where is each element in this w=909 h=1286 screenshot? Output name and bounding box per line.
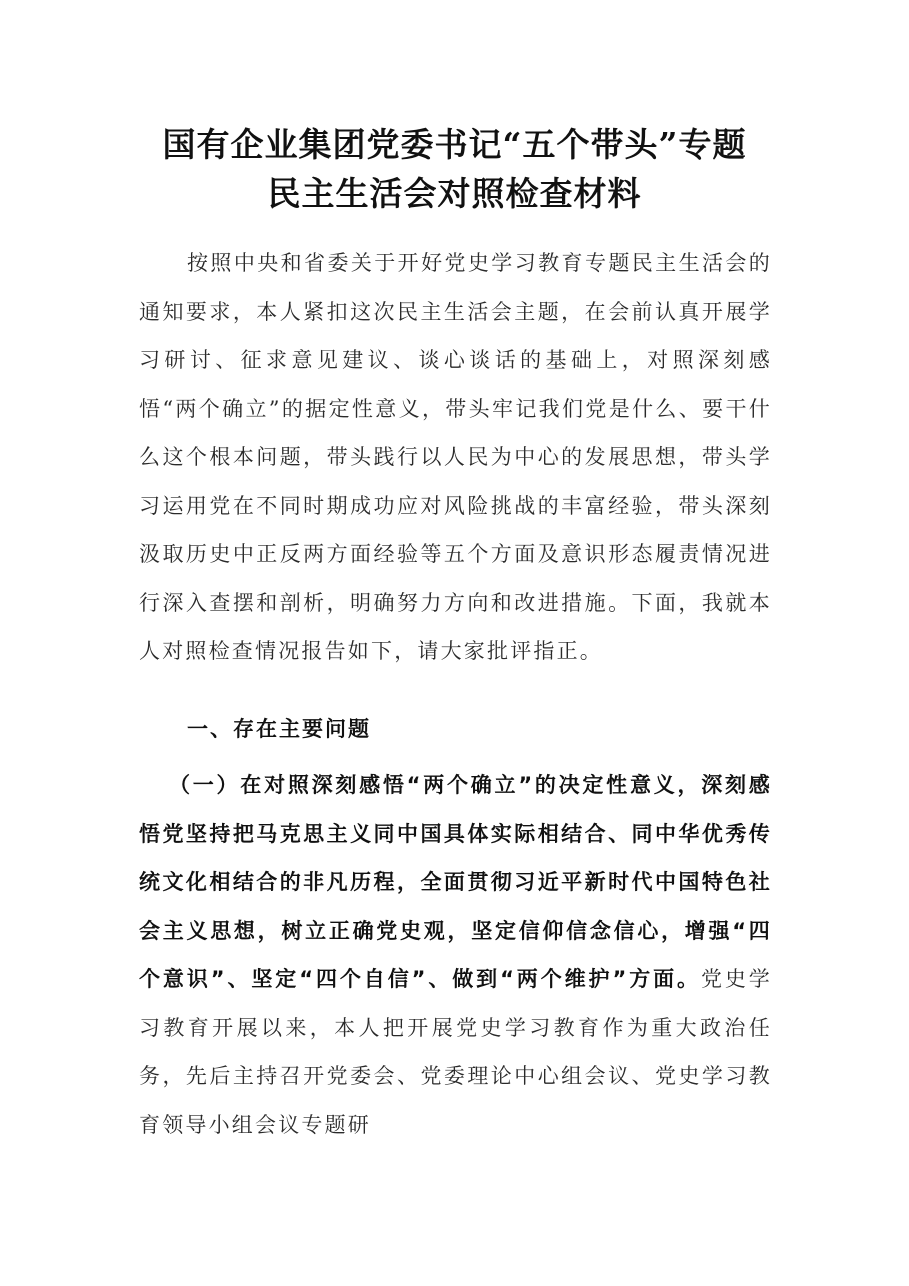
subsection-heading: （一）在对照深刻感悟“两个确立”的决定性意义，深刻感悟党坚持把马克思主义同中国具体实际相结合、同中华优秀传统文化相结合的非凡历程，全面贯彻习近平新时代中国特色社会主义思想，树立正确党史观，坚定信仰信念信心，增强“四个意识”、坚定“四个自信”、做到“两个维护”方面。 bbox=[139, 773, 772, 991]
subsection-paragraph bbox=[139, 761, 772, 1149]
subsection-body-text: 党史学习教育开展以来，本人把开展党史学习教育作为重大政治任务，先后主持召开党委会、党委理论中心组会议、党史学习教育领导小组会议专题研 bbox=[139, 967, 772, 1137]
document-title-line2: 民主生活会对照检查材料 bbox=[267, 174, 642, 213]
section-heading: 一、存在主要问题 bbox=[187, 717, 371, 741]
intro-paragraph: 按照中央和省委关于开好党史学习教育专题民主生活会的通知要求，本人紧扣这次民主生活会主题，在会前认真开展学习研讨、征求意见建议、谈心谈话的基础上，对照深刻感悟“两个确立”的据定性意义，带头牢记我们党是什么、要干什么这个根本问题，带头践行以人民为中心的发展思想，带头学习运用党在不同时期成功应对风险挑战的丰富经验，带头深刻汲取历史中正反两方面经验等五个方面及意识形态履责情况进行深入查摆和剖析，明确努力方向和改进措施。下面，我就本人对照检查情况报告如下，请大家批评指正。 bbox=[139, 251, 772, 663]
document-title-line1: 国有企业集团党委书记“五个带头”专题 bbox=[162, 125, 747, 164]
